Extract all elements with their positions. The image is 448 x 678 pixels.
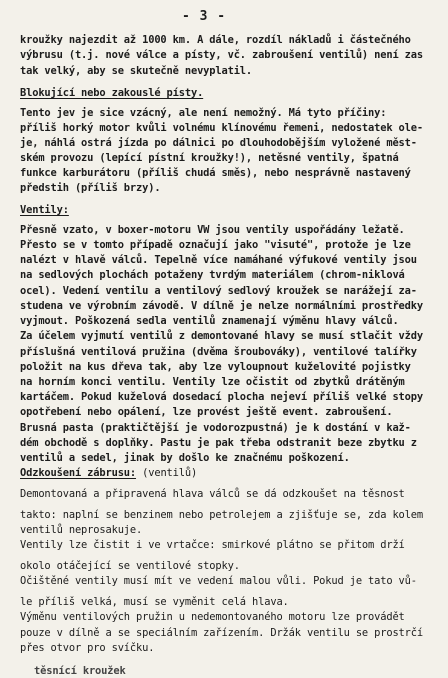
text-line: Demontovaná a připravená hlava válců se dá odzkoušet na těsnost xyxy=(20,488,405,500)
text-line: ventilů neprosakuje. xyxy=(20,524,143,536)
text-line: funkce karburátoru (příliš chudá směs), nebo nesprávně nastavený xyxy=(20,167,411,179)
text-line: vyjmout. Poškozená sedla ventilů znamenají výměnu hlavy válců. xyxy=(20,315,399,327)
text-line: na sedlových plochách potaženy tvrdým materiálem (chrom-niklová xyxy=(20,269,405,281)
section-heading: Blokující nebo zakouslé písty. xyxy=(20,87,204,99)
page-number: - 3 - xyxy=(182,9,227,24)
heading-underlined-part: Odzkoušení zábrusu: xyxy=(20,467,137,479)
text-line: příslušná ventilová pružina (dvěma šroubováky), ventilové talířky xyxy=(20,346,417,358)
text-line: opotřebení nebo opálení, lze provést ještě event. zabroušení. xyxy=(20,406,393,418)
text-line: tak velký, aby se skutečně nevyplatil. xyxy=(20,65,253,77)
text-line: Očištěné ventily musí mít ve vedení malou vůli. Pokud je tato vů- xyxy=(20,575,417,587)
text-line: Tento jev je sice vzácný, ale není nemožný. Má tyto příčiny: xyxy=(20,107,387,119)
text-line: předstih (příliš brzy). xyxy=(20,182,161,194)
text-line: na horním konci ventilu. Ventily lze očistit od zbytků drátěným xyxy=(20,376,405,388)
text-line: přes otvor pro svíčku. xyxy=(20,642,155,654)
text-line: Přesně vzato, v boxer-motoru VW jsou ventily uspořádány ležatě. xyxy=(20,224,405,236)
text-line: je, náhlá ostrá jízda po dálnici po dlouhodobějším vyložené měst- xyxy=(20,137,417,149)
text-line: ocel). Vedení ventilu a ventilový sedlový kroužek se narážejí za- xyxy=(20,285,417,297)
text-line: kartáčem. Pokud kuželová dosedací plocha nejeví příliš velké stopy xyxy=(20,391,423,403)
text-line: Přesto se v tomto případě označují jako "visuté", protože je lze xyxy=(20,239,411,251)
text-line: dém obchodě s doplňky. Pastu je pak třeba odstranit beze zbytku z xyxy=(20,437,417,449)
text-line: Za účelem vyjmutí ventilů z demontované hlavy se musí stlačit vždy xyxy=(20,330,423,342)
text-line: ském provozu (lepící pístní kroužky!), netěsné ventily, špatná xyxy=(20,152,399,164)
text-line: kroužky najezdit až 1000 km. A dále, rozdíl nákladů i částečného xyxy=(20,34,411,46)
text-line: pouze v dílně a se speciálním zařízením. Držák ventilu se prostrčí xyxy=(20,627,423,639)
text-line: položit na kus dřeva tak, aby lze vyloupnout kuželovité pojistky xyxy=(20,361,411,373)
text-line: ventilů a sedel, jinak by došlo ke značnému poškození. xyxy=(20,452,350,464)
text-line: Ventily lze čistit i ve vrtačce: smirkové plátno se přitom drží xyxy=(20,539,405,551)
text-line: le příliš velká, musí se vyměnit celá hlava. xyxy=(20,596,289,608)
text-line: okolo otáčející se ventilové stopky. xyxy=(20,560,240,572)
section-heading: Ventily: xyxy=(20,204,69,216)
text-line: studena ve výrobním závodě. V dílně je nelze normálními prostředky xyxy=(20,300,423,312)
heading-suffix: (ventilů) xyxy=(136,467,198,479)
text-line: takto: naplní se benzinem nebo petrolejem a zjišťuje se, zda kolem xyxy=(20,509,423,521)
text-line: nalézt v hlavě válců. Tepelně více namáhané výfukové ventily jsou xyxy=(20,254,417,266)
text-line: výbrusu (t.j. nové válce a písty, vč. zabroušení ventilů) není zas xyxy=(20,49,423,61)
text-line: Brusná pasta (praktičtější je vodorozpustná) je k dostání v kaž- xyxy=(20,422,411,434)
text-line: těsnící kroužek xyxy=(34,665,126,677)
text-line: Výměnu ventilových pružin u nedemontovaného motoru lze provádět xyxy=(20,611,405,623)
section-heading xyxy=(20,466,197,480)
text-line: příliš horký motor kvůli volnému klínovému řemeni, nedostatek ole- xyxy=(20,122,423,134)
